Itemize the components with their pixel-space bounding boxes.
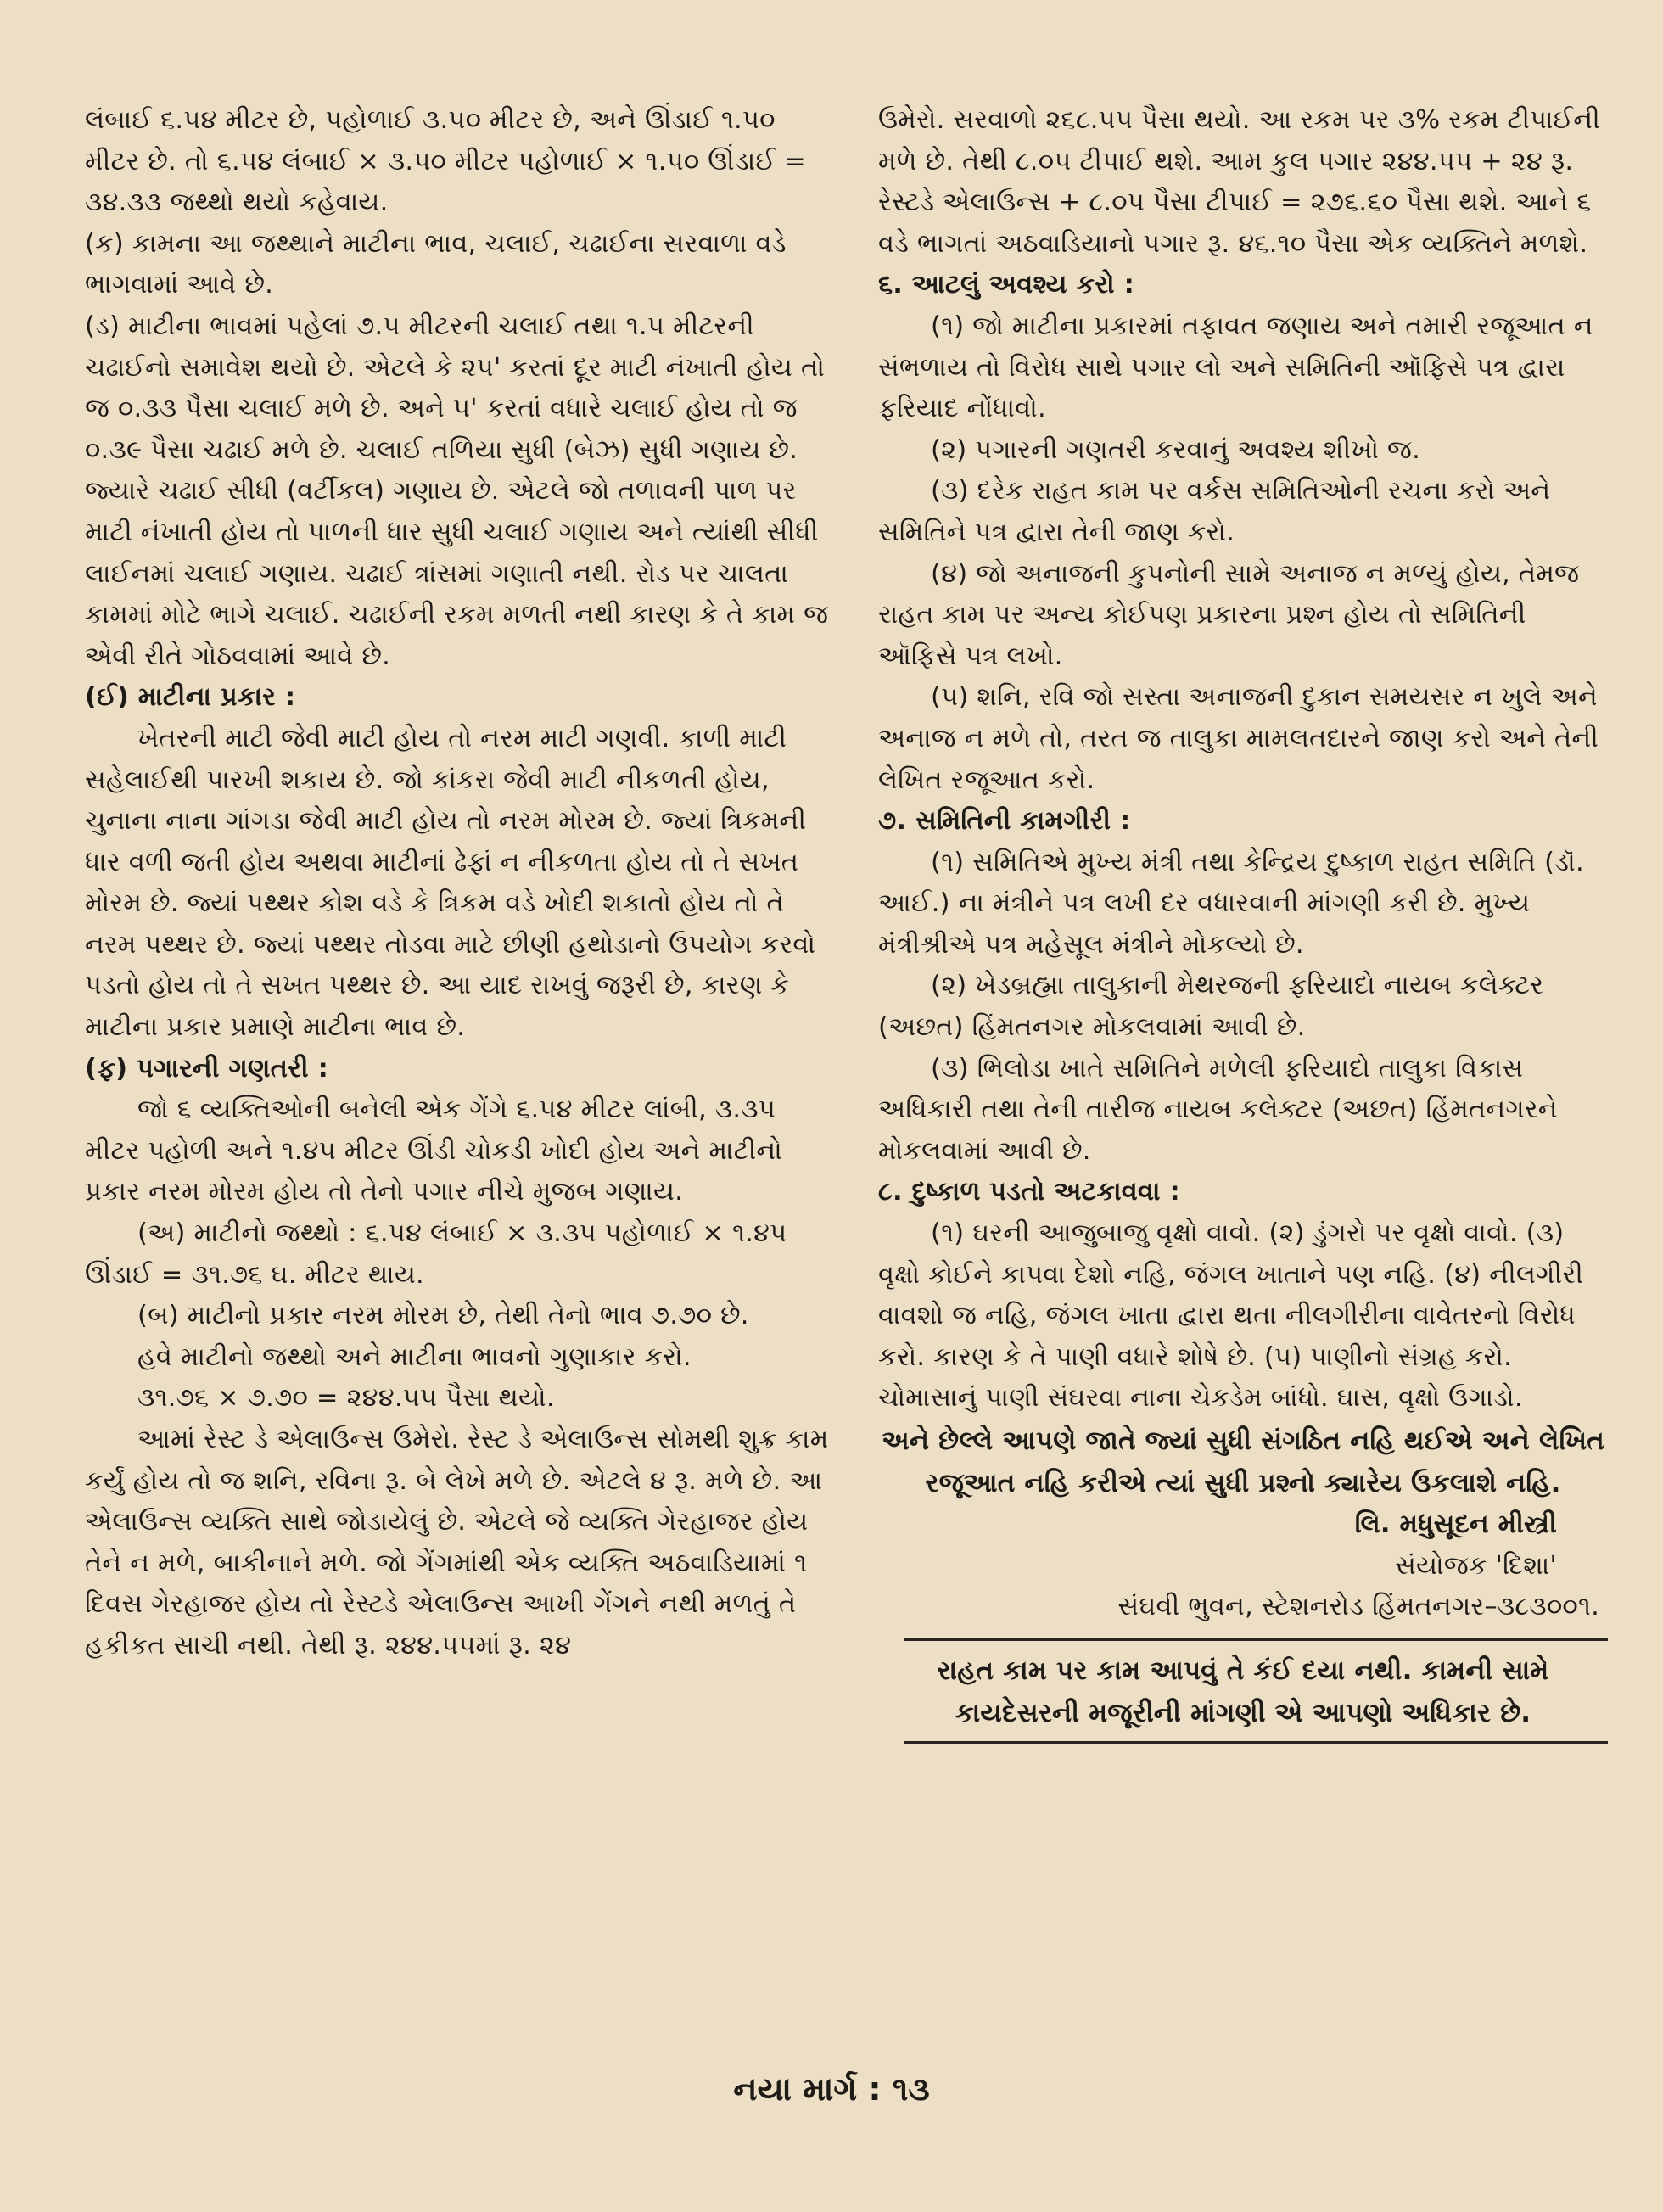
committee-item-1: (૧) સમિતિએ મુખ્ય મંત્રી તથા કેન્દ્રિય દુષ્કાળ રાહત સમિતિ (ડૉ. આઈ.) ના મંત્રીને પત્ર લખી દર વધારવાની માંગણી કરી છે. મુખ્ય મંત્રીશ્રીએ પત્ર મહેસૂલ મંત્રીને મોકલ્યો છે. — [878, 847, 1584, 960]
heading-wage-calculation: (ફ) પગારની ગણતરી : — [85, 1053, 329, 1084]
page-footer: નયા માર્ગ : ૧૩ — [733, 2070, 930, 2108]
heading-prevent-drought: ૮. દુષ્કાળ પડતો અટકાવવા : — [878, 1177, 1180, 1207]
heading-soil-types: (ઈ) માટીના પ્રકાર : — [85, 682, 296, 713]
left-para-dimensions: લંબાઈ ૬.૫૪ મીટર છે, પહોળાઈ ૩.૫૦ મીટર છે, અને ઊંડાઈ ૧.૫૦ મીટર છે. તો ૬.૫૪ લંબાઈ × ૩.૫૦ મીટર પહોળાઈ × ૧.૫૦ ઊંડાઈ = ૩૪.૩૩ જથ્થો થયો કહેવાય. — [85, 105, 806, 218]
signature-block — [878, 1504, 1608, 1546]
boxed-slogan: રાહત કામ પર કામ આપવું તે કંઈ દયા નથી. કામની સામે કાયદેસરની મજૂરીની માંગણી એ આપણો અધિકાર છે. — [937, 1655, 1549, 1728]
heading-must-do: ૬. આટલું અવશ્ય કરો : — [878, 270, 1135, 300]
box-top-rule — [904, 1638, 1608, 1641]
heading-committee-work: ૭. સમિતિની કામગીરી : — [878, 806, 1131, 837]
address: સંઘવી ભુવન, સ્ટેશનરોડ હિંમતનગર–૩૮૩૦૦૧. — [1117, 1592, 1599, 1622]
right-column — [878, 100, 1608, 1744]
signature-role: સંયોજક 'દિશા' — [1395, 1550, 1557, 1581]
left-para-rest-day: આમાં રેસ્ટ ડે એલાઉન્સ ઉમેરો. રેસ્ટ ડે એલાઉન્સ સોમથી શુક્ર કામ કર્યું હોય તો જ શનિ, રવિના રૂ. બે લેખે મળે છે. એટલે ૪ રૂ. મળે છે. આ એલાઉન્સ વ્યક્તિ સાથે જોડાયેલું છે. એટલે જે વ્યક્તિ ગેરહાજર હોય તેને ન મળે, બાકીનાને મળે. જો ગેંગમાંથી એક વ્યક્તિ અઠવાડિયામાં ૧ દિવસ ગેરહાજર હોય તો રેસ્ટડે એલાઉન્સ આખી ગેંગને નથી મળતું તે હકીકત સાચી નથી. તેથી રૂ. ૨૪૪.૫૫માં રૂ. ૨૪ — [85, 1425, 829, 1660]
left-para-volume: (અ) માટીનો જથ્થો : ૬.૫૪ લંબાઈ × ૩.૩૫ પહોળાઈ × ૧.૪૫ ઊંડાઈ = ૩૧.૭૬ ઘ. મીટર થાય. — [85, 1218, 787, 1290]
closing-statement: અને છેલ્લે આપણે જાતે જ્યાં સુધી સંગઠિત નહિ થઈએ અને લેખિત રજૂઆત નહિ કરીએ ત્યાં સુધી પ્રશ્નો ક્યારેય ઉકલાશે નહિ. — [881, 1425, 1605, 1498]
must-do-item-4: (૪) જો અનાજની કુપનોની સામે અનાજ ન મળ્યું હોય, તેમજ રાહત કામ પર અન્ય કોઈપણ પ્રકારના પ્રશ્ન હોય તો સમિતિની ઑફિસે પત્ર લખો. — [878, 558, 1580, 671]
left-para-gang-example: જો ૬ વ્યક્તિઓની બનેલી એક ગેંગે ૬.૫૪ મીટર લાંબી, ૩.૩૫ મીટર પહોળી અને ૧.૪૫ મીટર ઊંડી ચોકડી ખોદી હોય અને માટીનો પ્રકાર નરમ મોરમ હોય તો તેનો પગાર નીચે મુજબ ગણાય. — [85, 1095, 782, 1207]
box-bottom-rule — [904, 1741, 1608, 1744]
left-para-k: (ક) કામના આ જથ્થાને માટીના ભાવ, ચલાઈ, ચઢાઈના સરવાળા વડે ભાગવામાં આવે છે. — [85, 228, 787, 300]
right-para-total: ઉમેરો. સરવાળો ૨૬૮.૫૫ પૈસા થયો. આ રકમ પર ૩% રકમ ટીપાઈની મળે છે. તેથી ૮.૦૫ ટીપાઈ થશે. આમ કુલ પગાર ૨૪૪.૫૫ + ૨૪ રૂ. રેસ્ટડે એલાઉન્સ + ૮.૦૫ પૈસા ટીપાઈ = ૨૭૬.૬૦ પૈસા થશે. આને ૬ વડે ભાગતાં અઠવાડિયાનો પગાર રૂ. ૪૬.૧૦ પૈસા એક વ્યક્તિને મળશે. — [878, 105, 1601, 259]
committee-item-3: (૩) ભિલોડા ખાતે સમિતિને મળેલી ફરિયાદો તાલુકા વિકાસ અધિકારી તથા તેની તારીજ નાયબ કલેક્ટર (અછત) હિંમતનગરને મોકલવામાં આવી છે. — [878, 1053, 1558, 1166]
left-para-multiply: હવે માટીનો જથ્થો અને માટીના ભાવનો ગુણાકાર કરો. — [137, 1341, 692, 1372]
left-para-d: (ડ) માટીના ભાવમાં પહેલાં ૭.૫ મીટરની ચલાઈ તથા ૧.૫ મીટરની ચઢાઈનો સમાવેશ થયો છે. એટલે કે ૨૫' કરતાં દૂર માટી નંખાતી હોય તો જ ૦.૩૩ પૈસા ચલાઈ મળે છે. અને ૫' કરતાં વધારે ચલાઈ હોય તો જ ૦.૩૯ પૈસા ચઢાઈ મળે છે. ચલાઈ તળિયા સુધી (બેઝ) સુધી ગણાય છે. જ્યારે ચઢાઈ સીધી (વર્ટીકલ) ગણાય છે. એટલે જો તળાવની પાળ પર માટી નંખાતી હોય તો પાળની ધાર સુધી ચલાઈ ગણાય અને ત્યાંથી સીધી લાઈનમાં ચલાઈ ગણાય. ચઢાઈ ત્રાંસમાં ગણાતી નથી. રોડ પર ચાલતા કામમાં મોટે ભાગે ચલાઈ. ચઢાઈની રકમ મળતી નથી કારણ કે તે કામ જ એવી રીતે ગોઠવવામાં આવે છે. — [85, 311, 829, 671]
left-para-rate: (બ) માટીનો પ્રકાર નરમ મોરમ છે, તેથી તેનો ભાવ ૭.૭૦ છે. — [137, 1301, 749, 1331]
left-para-soil-types: ખેતરની માટી જેવી માટી હોય તો નરમ માટી ગણવી. કાળી માટી સહેલાઈથી પારખી શકાય છે. જો કાંકરા જેવી માટી નીકળતી હોય, ચુનાના નાના ગાંગડા જેવી માટી હોય તો નરમ મોરમ છે. જ્યાં ત્રિકમની ધાર વળી જતી હોય અથવા માટીનાં ઢેફાં ન નીકળતા હોય તો તે સખત મોરમ છે. જ્યાં પથ્થર કોશ વડે કે ત્રિકમ વડે ખોદી શકાતો હોય તો તે નરમ પથ્થર છે. જ્યાં પથ્થર તોડવા માટે છીણી હથોડાનો ઉપયોગ કરવો પડતો હોય તો તે સખત પથ્થર છે. આ યાદ રાખવું જરૂરી છે, કારણ કે માટીના પ્રકાર પ્રમાણે માટીના ભાવ છે. — [85, 723, 816, 1043]
left-column — [85, 100, 832, 1667]
signature-name: લિ. મધુસૂદન મીસ્ત્રી — [1354, 1509, 1557, 1539]
committee-item-2: (૨) ખેડબ્રહ્મા તાલુકાની મેથરજની ફરિયાદો નાયબ કલેક્ટર (અછત) હિંમતનગર મોકલવામાં આવી છે. — [878, 971, 1544, 1043]
must-do-item-3: (૩) દરેક રાહત કામ પર વર્કસ સમિતિઓની રચના કરો અને સમિતિને પત્ર દ્વારા તેની જાણ કરો. — [878, 476, 1551, 547]
drought-prevention-list: (૧) ઘરની આજુબાજુ વૃક્ષો વાવો. (૨) ડુંગરો પર વૃક્ષો વાવો. (૩) વૃક્ષો કોઈને કાપવા દેશો નહિ, જંગલ ખાતાને પણ નહિ. (૪) નીલગીરી વાવશો જ નહિ, જંગલ ખાતા દ્વારા થતા નીલગીરીના વાવેતરનો વિરોધ કરો. કારણ કે તે પાણી વધારે શોષે છે. (૫) પાણીનો સંગ્રહ કરો. ચોમાસાનું પાણી સંઘરવા નાના ચેકડેમ બાંધો. ઘાસ, વૃક્ષો ઉગાડો. — [878, 1218, 1584, 1414]
left-para-product: ૩૧.૭૬ × ૭.૭૦ = ૨૪૪.૫૫ પૈસા થયો. — [137, 1383, 555, 1414]
must-do-item-5: (૫) શનિ, રવિ જો સસ્તા અનાજની દુકાન સમયસર ન ખુલે અને અનાજ ન મળે તો, તરત જ તાલુકા મામલતદારને જાણ કરો અને તેની લેખિત રજૂઆત કરો. — [878, 682, 1599, 795]
must-do-item-1: (૧) જો માટીના પ્રકારમાં તફાવત જણાય અને તમારી રજૂઆત ન સંભળાય તો વિરોધ સાથે પગાર લો અને સમિતિની ઑફિસે પત્ર દ્વારા ફરિયાદ નોંધાવો. — [878, 311, 1593, 424]
must-do-item-2: (૨) પગારની ગણતરી કરવાનું અવશ્ય શીખો જ. — [931, 434, 1420, 465]
